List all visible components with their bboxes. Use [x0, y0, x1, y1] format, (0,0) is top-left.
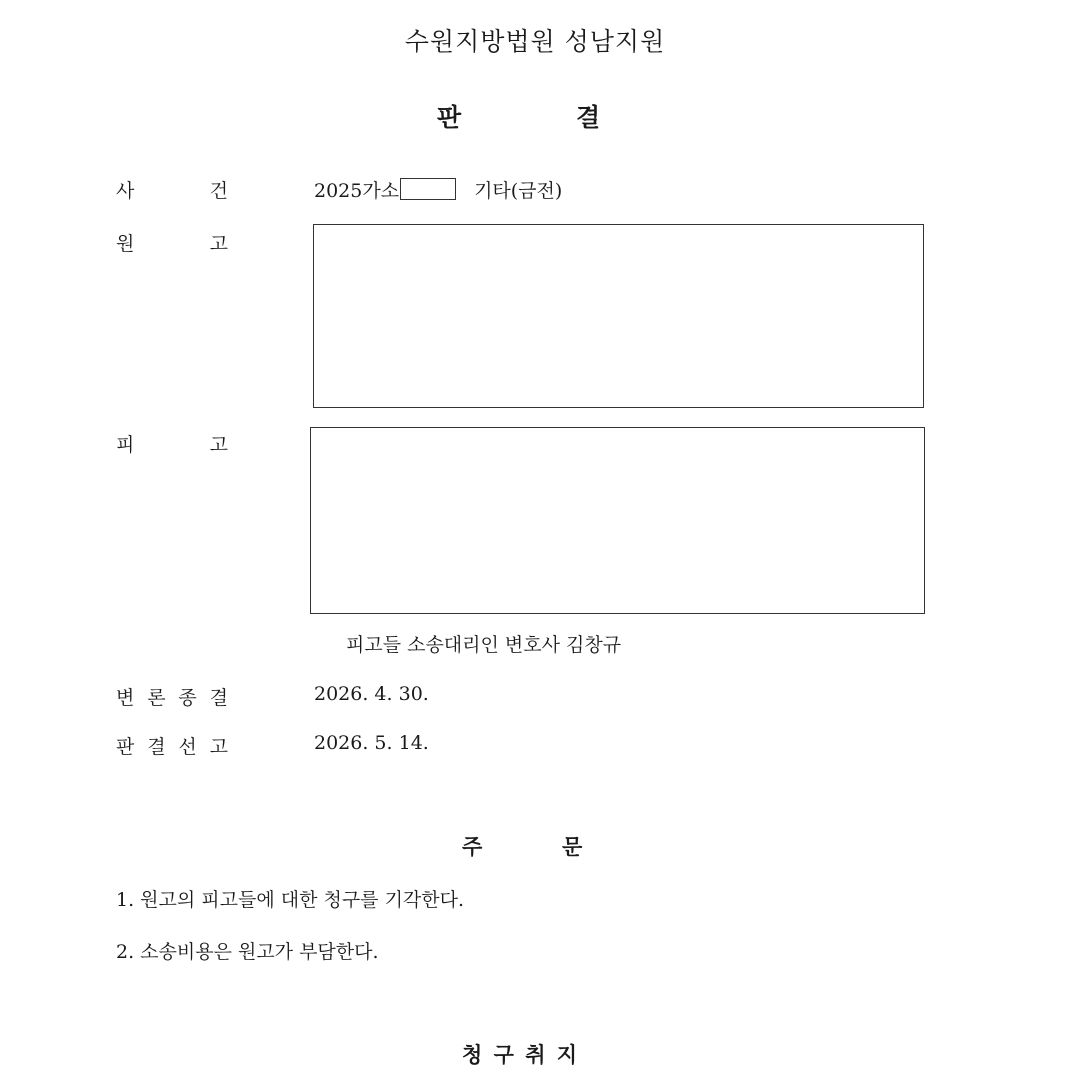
case-label-char: 건	[209, 180, 228, 202]
judgment-date-label	[116, 732, 228, 759]
case-value	[314, 176, 562, 203]
plaintiff-label-char: 원	[116, 233, 135, 255]
court-name: 수원지방법원 성남지원	[404, 27, 666, 56]
order-item: 2. 소송비용은 원고가 부담한다.	[116, 941, 379, 963]
hearing-closed-label-char: 변	[116, 687, 135, 709]
defendant-label-char: 고	[209, 434, 228, 456]
defendant-counsel: 피고들 소송대리인 변호사 김창규	[346, 634, 622, 656]
judgment-date-label-char: 판	[116, 736, 135, 758]
defendant-label-char: 피	[116, 434, 135, 456]
judgment-date-label-char: 선	[178, 736, 197, 758]
plaintiff-label-char: 고	[209, 233, 228, 255]
judgment-date: 2026. 5. 14.	[314, 732, 429, 754]
document-title-right: 결	[576, 103, 601, 132]
plaintiff-label	[116, 229, 228, 256]
judgment-date-label-char: 고	[209, 736, 228, 758]
case-label-char: 사	[116, 180, 135, 202]
case-number-prefix: 2025가소	[314, 180, 400, 202]
case-number-redaction	[400, 178, 456, 200]
order-item: 1. 원고의 피고들에 대한 청구를 기각한다.	[116, 889, 465, 911]
judgment-date-label-char: 결	[147, 736, 166, 758]
case-name: 기타(금전)	[474, 180, 563, 202]
hearing-closed-date: 2026. 4. 30.	[314, 683, 429, 705]
defendant-redaction-box	[310, 427, 925, 614]
hearing-closed-label-char: 결	[209, 687, 228, 709]
case-label	[116, 176, 228, 203]
hearing-closed-label-char: 론	[147, 687, 166, 709]
document-title-left: 판	[437, 103, 462, 132]
claim-title: 청 구 취 지	[462, 1043, 580, 1067]
defendant-label	[116, 430, 228, 457]
plaintiff-redaction-box	[313, 224, 924, 408]
order-title-right: 문	[562, 835, 583, 859]
order-title-left: 주	[462, 835, 483, 859]
hearing-closed-label-char: 종	[178, 687, 197, 709]
hearing-closed-label	[116, 683, 228, 710]
